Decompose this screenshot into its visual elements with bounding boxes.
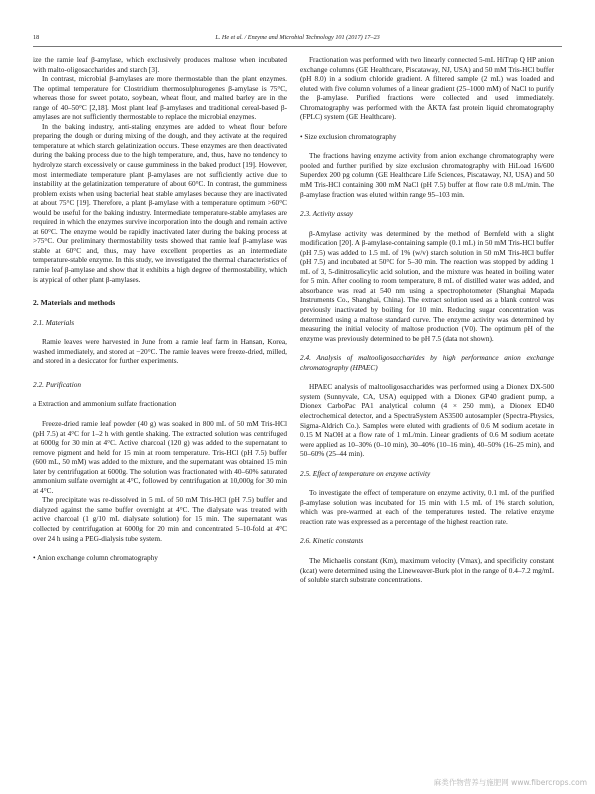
- subsection-heading-temperature: 2.5. Effect of temperature on enzyme activity: [300, 468, 431, 478]
- right-column: [300, 55, 554, 585]
- hpaec-paragraph: HPAEC analysis of maltooligosaccharides was performed using a Dionex DX-500 system (Sunnyvale, CA, USA) equipped with a Dionex GP40 gradient pump, a Dionex CarboPac PA1 analytical column (4 × 250 mm), a Dionex ED40 electrochemical detector, and a SpectraSystem AS3500 autosampler (Spectra-Physics, Sigma-Aldrich Co.). Samples were eluted with gradients of 0.6 M sodium acetate in 0.15 M NaOH at a flow rate of 1 mL/min. Linear gradients of 0.6 M sodium acetate were applied as 10–30% (0–10 min), 30–40% (10–16 min), 40–50% (16–25 min), and 50–60% (25–44 min).: [300, 382, 554, 459]
- section-heading-materials-methods: 2. Materials and methods: [33, 298, 116, 308]
- subsection-heading-purification: 2.2. Purification: [33, 379, 82, 389]
- kinetic-constants-paragraph: The Michaelis constant (Km), maximum velocity (Vmax), and specificity constant (kcat) were determined using the Lineweaver-Burk plot in the range of 0.4–7.2 mg/mL of soluble starch substrate concentrations.: [300, 555, 554, 585]
- extraction-paragraph: Freeze-dried ramie leaf powder (40 g) was soaked in 800 mL of 50 mM Tris-HCl (pH 7.5) at 4°C for 1–2 h with gentle shaking. The extracted solution was centrifuged at 6000g for 30 min at 4°C. Active charcoal (120 g) was added to the supernatant to remove pigment and held for 15 min at room temperature. Tris-HCl (pH 7.5) buffer (600 mL, 50 mM) was added to the mixture, and the supernatant was obtained 15 min later by centrifugation at 6000g. The solution was fractionated with 40–60% saturated ammonium sulfate overnight at 4°C, followed by centrifugation at 10,000g for 30 min at 4°C.: [33, 418, 287, 495]
- left-column: [33, 55, 287, 563]
- intro-continuation-paragraph: ize the ramie leaf β-amylase, which exclusively produces maltose when incubated with malto-oligosaccharides and starch [3].: [33, 55, 287, 74]
- subsection-heading-activity-assay: 2.3. Activity assay: [300, 209, 353, 219]
- precipitate-paragraph: The precipitate was re-dissolved in 5 mL of 50 mM Tris-HCl (pH 7.5) buffer and dialyzed against the same buffer overnight at 4°C. The dialysate was treated with active charcoal (1 g/10 mL dialysate solution) for 15 min. The supernatant was collected by centrifugation at 6000g for 20 min and concentrated 5–10-fold at 4°C over 24 h using a PEG-dialysis tube system.: [33, 495, 287, 543]
- extraction-heading: a Extraction and ammonium sulfate fractionation: [33, 399, 177, 409]
- page-header: [33, 34, 562, 47]
- baking-industry-paragraph: In the baking industry, anti-staling enzymes are added to wheat flour before preparing the dough or during mixing of the dough, and they activate at the required temperature at which starch gelatinization occurs. These enzymes are then deactivated during the baking process due to the high temperature, and, thus, have no tendency to hydrolyze starch excessively or cause gumminess in the baked product [19]. However, most intermediate temperature plant β-amylases are not sufficiently active due to instability at the gelatinization temperature of about 60°C. In contrast, the gumminess problem exists when using bacterial heat stable amylases because they are inactivated at about 75°C [19]. Therefore, a plant β-amylase with a temperature optimum >60°C would be useful for the baking industry. Intermediate temperature-stable amylases are required in which the enzymes survive incorporation into the dough and remain active at 60°C. The enzyme would be rapidly inactivated later during the baking process at >75°C. Our preliminary thermostability tests showed that ramie leaf β-amylase was stable at 60°C and, thus, may have excellent properties as an intermediate temperature-stable enzyme. In this study, we investigated the thermal characteristics of ramie leaf β-amylase and show that it exhibits a high degree of thermostability, which is atypical of other plant β-amylases.: [33, 121, 287, 284]
- anion-exchange-bullet: • Anion exchange column chromatography: [33, 553, 158, 563]
- activity-assay-paragraph: β-Amylase activity was determined by the method of Bernfeld with a slight modification [20]. A β-amylase-containing sample (0.1 mL) in 50 mM Tris-HCl buffer (pH 7.5) was added to 1.5 mL of 1% (w/v) starch solution in 50 mM Tris-HCl buffer (pH 7.5) and incubated at 50°C for 5–30 min. The reaction was stopped by adding 1 mL of 3, 5-dinitrosalicylic acid solution, and the mixture was heated in boiling water for 5 min. After cooling to room temperature, 8 mL of distilled water was added, and absorbance was read at 540 nm using a spectrophotometer (Shanghai Mapada Instruments Co., Shanghai, China). The extract solution used as a blank control was previously inactivated by boiling for 10 min. Reducing sugar concentration was determined using a maltose standard curve. The enzyme activity was determined by measuring the initial velocity of maltose production (V0). The optimum pH of the enzyme was previously determined to be pH 7.5 (data not shown).: [300, 228, 554, 343]
- fractionation-paragraph: Fractionation was performed with two linearly connected 5-mL HiTrap Q HP anion exchange columns (GE Healthcare, Piscataway, NJ, USA) and 50 mM Tris-HCl buffer (pH 8.0) in a sodium chloride gradient. A filtered sample (2 mL) was loaded and eluted with five column volumes of a linear gradient (25–1000 mM) of NaCl to purify the β-amylase. Purified fractions were collected and used immediately. Chromatography was performed with the ÄKTA fast protein liquid chromatography (FPLC) system (GE Healthcare).: [300, 55, 554, 122]
- running-title: L. He et al. / Enzyme and Microbial Technology 101 (2017) 17–23: [215, 34, 380, 41]
- subsection-heading-hpaec: 2.4. Analysis of maltooligosaccharides by high performance anion exchange chromatography (HPAEC): [300, 353, 554, 372]
- size-exclusion-bullet: • Size exclusion chromatography: [300, 131, 397, 141]
- microbial-contrast-paragraph: In contrast, microbial β-amylases are more thermostable than the plant enzymes. The optimal temperature for Clostridium thermosulphurogenes β-amylase is 75°C, whereas those for sweet potato, soybean, wheat flour, and malted barley are in the range of 40–50°C [2,18]. Most plant leaf β-amylases and traditional cereal-based β-amylases are not sufficiently thermostable to replace the microbial enzymes.: [33, 74, 287, 122]
- subsection-heading-materials: 2.1. Materials: [33, 317, 75, 327]
- materials-paragraph: Ramie leaves were harvested in June from a ramie leaf farm in Hansan, Korea, washed immediately, and stored at −20°C. The ramie leaves were freeze-dried, milled, and stored in a desiccator for further experiments.: [33, 337, 287, 366]
- temperature-paragraph: To investigate the effect of temperature on enzyme activity, 0.1 mL of the purified β-amylase solution was incubated for 15 min with 1.5 mL of 1% starch solution, which was pre-warmed at each of the temperatures tested. The relative enzyme reaction rate was expressed as a percentage of the highest reaction rate.: [300, 488, 554, 526]
- watermark: 麻类作物营养与施肥网 www.fibercrops.com: [433, 778, 587, 787]
- subsection-heading-kinetic: 2.6. Kinetic constants: [300, 536, 364, 546]
- size-exclusion-paragraph: The fractions having enzyme activity from anion exchange chromatography were pooled and further purified by size exclusion chromatography with HiLoad 16/600 Superdex 200 pg column (GE Healthcare Life Sciences, Piscataway, NJ, USA) and 50 mM Tris-HCl containing 300 mM NaCl (pH 7.5) buffer at flow rate 0.8 mL/min. The β-amylase fraction was eluted within range 95–103 min.: [300, 151, 554, 199]
- page-number: 18: [33, 34, 40, 41]
